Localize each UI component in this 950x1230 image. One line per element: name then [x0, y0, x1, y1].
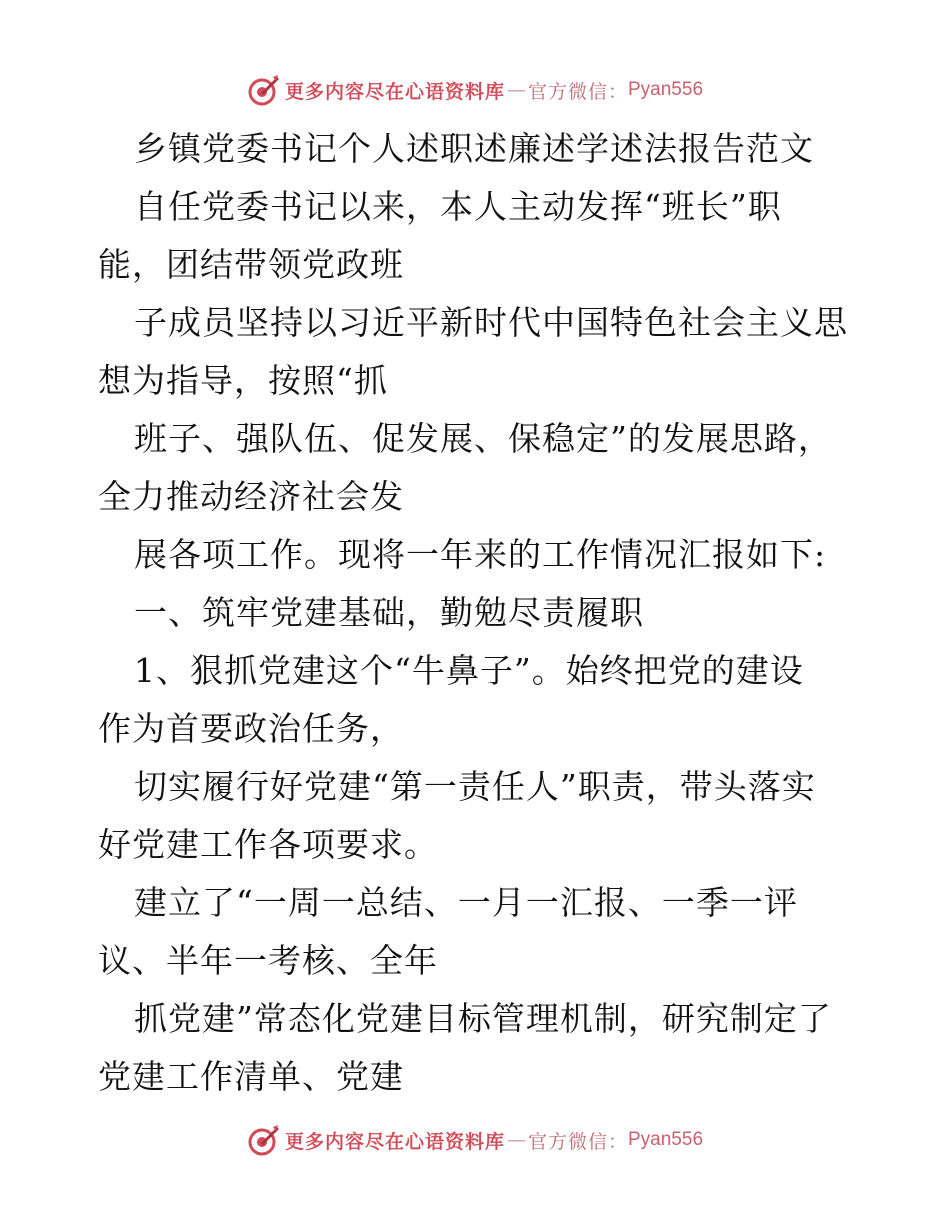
- banner-separator: —: [506, 79, 526, 101]
- paragraph-line: 子成员坚持以习近平新时代中国特色社会主义思: [134, 303, 848, 342]
- header-banner[interactable]: [0, 70, 950, 110]
- paragraph-line: 能，团结带领党政班: [98, 245, 404, 284]
- paragraph-line: 议、半年一考核、全年: [98, 941, 438, 980]
- paragraph-line: 党建工作清单、党建: [98, 1057, 404, 1096]
- quill-pen-logo-icon: [247, 1123, 281, 1157]
- paragraph-line: 自任党委书记以来，本人主动发挥“班长”职: [134, 187, 782, 226]
- paragraph-line: 1、狠抓党建这个“牛鼻子”。始终把党的建设: [134, 651, 804, 690]
- banner-wechat-label: 官方微信：: [527, 80, 628, 103]
- paragraph-line: 班子、强队伍、促发展、保稳定”的发展思路，: [134, 419, 832, 458]
- paragraph-line: 抓党建”常态化党建目标管理机制，研究制定了: [134, 999, 832, 1038]
- document-title: 乡镇党委书记个人述职述廉述学述法报告范文: [134, 129, 814, 168]
- quill-pen-logo-icon: [247, 73, 281, 107]
- paragraph-line: 作为首要政治任务，: [98, 709, 404, 748]
- banner-site-text: 更多内容尽在心语资料库: [284, 1130, 505, 1153]
- paragraph-line: 好党建工作各项要求。: [98, 825, 438, 864]
- paragraph-line: 全力推动经济社会发: [98, 477, 404, 516]
- paragraph-line: 建立了“一周一总结、一月一汇报、一季一评: [134, 883, 798, 922]
- paragraph-line: 切实履行好党建“第一责任人”职责，带头落实: [134, 767, 816, 806]
- footer-banner[interactable]: [0, 1120, 950, 1160]
- banner-site-text: 更多内容尽在心语资料库: [284, 80, 505, 103]
- section-heading: 一、筑牢党建基础，勤勉尽责履职: [134, 593, 644, 632]
- banner-wechat-id: Pyan556: [628, 79, 704, 100]
- document-body: [98, 120, 858, 1106]
- banner-wechat-id: Pyan556: [628, 1129, 704, 1150]
- banner-separator: —: [506, 1129, 526, 1151]
- paragraph-line: 展各项工作。现将一年来的工作情况汇报如下:: [134, 535, 827, 574]
- banner-wechat-label: 官方微信：: [527, 1130, 628, 1153]
- paragraph-line: 想为指导，按照“抓: [98, 361, 388, 400]
